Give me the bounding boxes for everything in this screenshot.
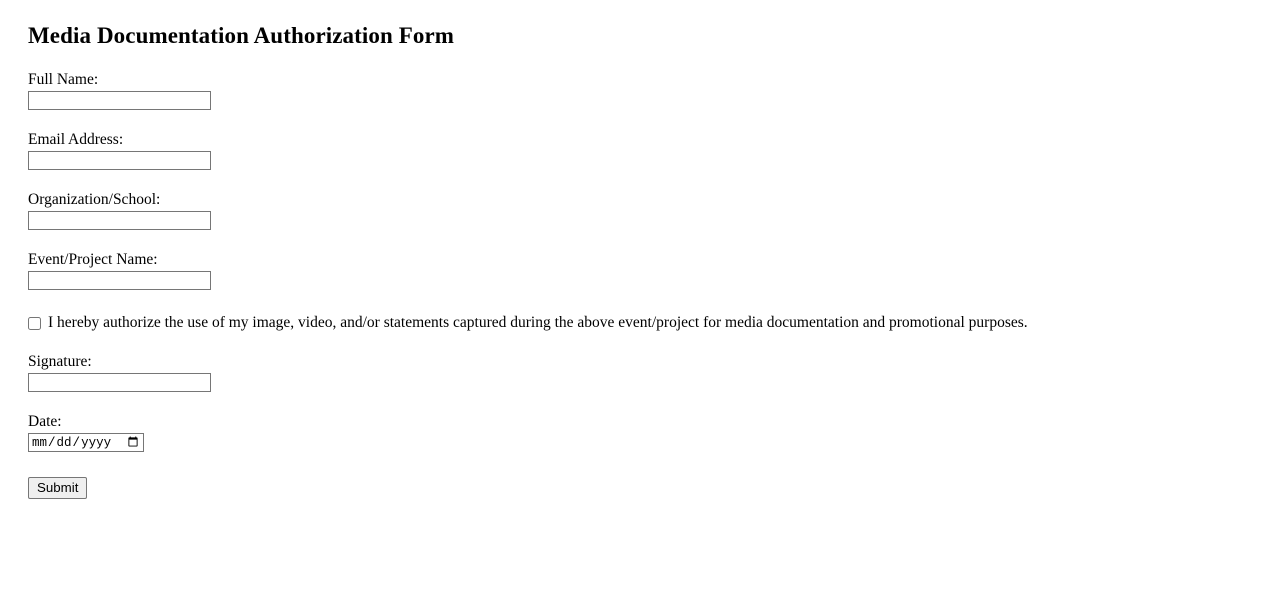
submit-row — [28, 477, 1278, 499]
field-group-full-name — [28, 71, 1278, 110]
field-group-email — [28, 131, 1278, 170]
submit-button[interactable]: Submit — [28, 477, 87, 499]
label-event-project-name: Event/Project Name: — [28, 250, 158, 268]
label-date: Date: — [28, 412, 62, 430]
signature-input[interactable] — [28, 373, 211, 392]
event-project-name-input[interactable] — [28, 271, 211, 290]
organization-school-input[interactable] — [28, 211, 211, 230]
date-input[interactable] — [28, 433, 144, 452]
field-group-organization — [28, 191, 1278, 230]
full-name-input[interactable] — [28, 91, 211, 110]
label-email-address: Email Address: — [28, 130, 124, 148]
page-title: Media Documentation Authorization Form — [28, 23, 455, 48]
email-address-input[interactable] — [28, 151, 211, 170]
field-group-event-project — [28, 251, 1278, 290]
consent-row — [28, 314, 1278, 332]
label-organization-school: Organization/School: — [28, 190, 161, 208]
label-signature: Signature: — [28, 352, 92, 370]
label-full-name: Full Name: — [28, 70, 99, 88]
field-group-date — [28, 413, 1278, 453]
authorization-checkbox[interactable] — [28, 317, 41, 330]
consent-label: I hereby authorize the use of my image, video, and/or statements captured during the above event/project for media documentation and promotional purposes. — [48, 313, 1028, 331]
field-group-signature — [28, 353, 1278, 392]
